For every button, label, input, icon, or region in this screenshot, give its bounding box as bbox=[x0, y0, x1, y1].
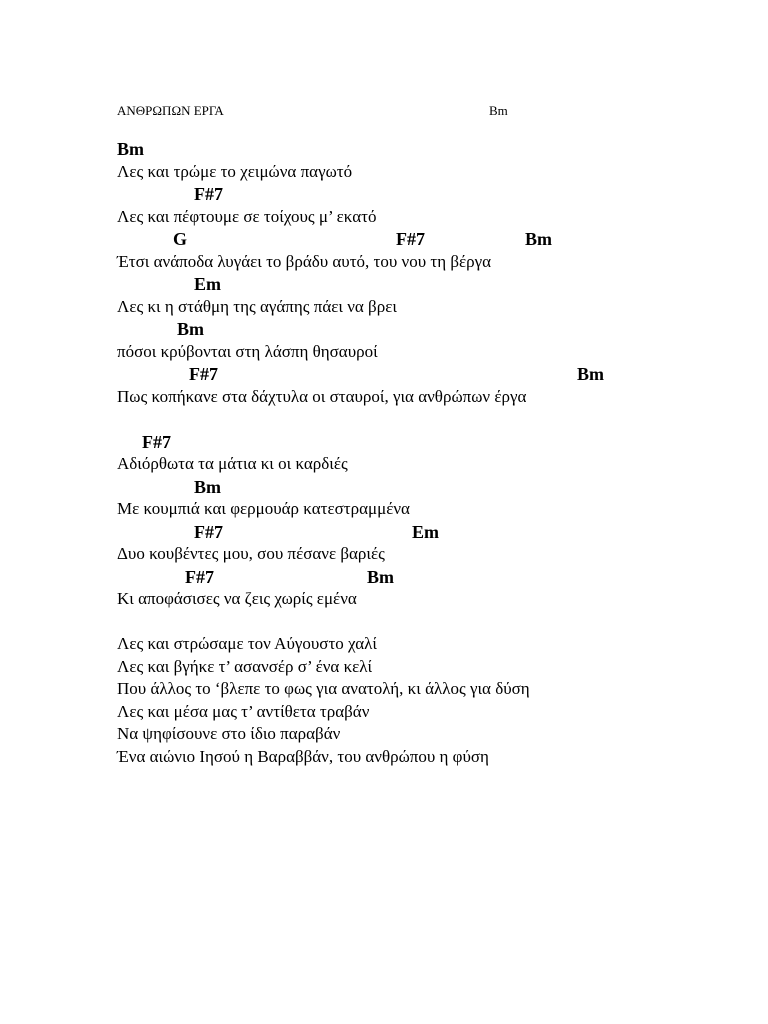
lyric-text: Λες κι η στάθμη της αγάπης πάει να βρει bbox=[117, 296, 397, 316]
chord-line bbox=[117, 138, 757, 161]
lyric-text: Ένα αιώνιο Ιησού η Βαραββάν, του ανθρώπου η φύση bbox=[117, 746, 489, 766]
lyric-line bbox=[117, 341, 757, 364]
lyric-text: Λες και βγήκε τ’ ασανσέρ σ’ ένα κελί bbox=[117, 656, 373, 676]
lyric-line bbox=[117, 656, 757, 679]
chord-symbol: G bbox=[173, 229, 188, 249]
document-header bbox=[117, 103, 768, 123]
chord-symbol: Em bbox=[412, 521, 439, 542]
chord-symbol: F#7 bbox=[396, 229, 425, 249]
lyric-text: Αδιόρθωτα τα μάτια κι οι καρδιές bbox=[117, 454, 348, 473]
lyric-text: Κι αποφάσισες να ζεις χωρίς εμένα bbox=[117, 589, 357, 608]
chord-symbol: Bm bbox=[194, 476, 221, 497]
lyric-text: Λες και στρώσαμε τον Αύγουστο χαλί bbox=[117, 634, 377, 653]
lyric-text: Λες και τρώμε το χειμώνα παγωτό bbox=[117, 161, 353, 181]
lyric-text: Πως κοπήκανε στα δάχτυλα οι σταυροί, για ανθρώπων έργα bbox=[117, 386, 527, 406]
chord-symbol: F#7 bbox=[142, 431, 171, 452]
chord-line bbox=[117, 228, 757, 251]
lyric-line bbox=[117, 453, 757, 476]
lyric-text: Έτσι ανάποδα λυγάει το βράδυ αυτό, του νου τη βέργα bbox=[117, 251, 492, 271]
lyric-line bbox=[117, 678, 757, 701]
lyric-line bbox=[117, 161, 757, 184]
lyric-text: Λες και μέσα μας τ’ αντίθετα τραβάν bbox=[117, 701, 370, 721]
chord-symbol: F#7 bbox=[189, 364, 218, 384]
chord-symbol: Bm bbox=[177, 319, 204, 339]
lyric-text: πόσοι κρύβονται στη λάσπη θησαυροί bbox=[117, 341, 378, 361]
lyric-line bbox=[117, 296, 757, 319]
lyric-line bbox=[117, 701, 757, 724]
chord-symbol: F#7 bbox=[194, 184, 223, 204]
chord-line bbox=[117, 476, 757, 499]
chord-symbol: Bm bbox=[117, 139, 144, 159]
lyric-text: Να ψηφίσουνε στο ίδιο παραβάν bbox=[117, 724, 341, 743]
stanza-gap bbox=[117, 611, 757, 634]
lyric-line bbox=[117, 498, 757, 521]
lyric-line bbox=[117, 206, 757, 229]
chord-line bbox=[117, 521, 757, 544]
song-body bbox=[117, 138, 757, 768]
lyric-text: Λες και πέφτουμε σε τοίχους μ’ εκατό bbox=[117, 206, 377, 226]
lyric-line bbox=[117, 543, 757, 566]
lyric-line bbox=[117, 633, 757, 656]
chord-symbol: Em bbox=[194, 274, 221, 294]
chord-symbol: Bm bbox=[577, 364, 604, 384]
chord-line bbox=[117, 183, 757, 206]
lyric-text: Με κουμπιά και φερμουάρ κατεστραμμένα bbox=[117, 499, 410, 518]
song-title: ΑΝΘΡΩΠΩΝ ΕΡΓΑ bbox=[117, 103, 224, 118]
chord-line bbox=[117, 566, 757, 589]
lyric-line bbox=[117, 723, 757, 746]
chord-line bbox=[117, 363, 757, 386]
chord-symbol: Bm bbox=[367, 566, 394, 587]
lyric-line bbox=[117, 386, 757, 409]
lyric-line bbox=[117, 588, 757, 611]
lyric-text: Δυο κουβέντες μου, σου πέσανε βαριές bbox=[117, 544, 385, 563]
chord-symbol: F#7 bbox=[185, 566, 214, 587]
chord-line bbox=[117, 318, 757, 341]
chord-symbol: F#7 bbox=[194, 521, 223, 542]
lyric-line bbox=[117, 251, 757, 274]
stanza-gap bbox=[117, 408, 757, 431]
song-key: Bm bbox=[489, 103, 508, 118]
chord-line bbox=[117, 273, 757, 296]
lyric-line bbox=[117, 746, 757, 769]
chord-symbol: Bm bbox=[525, 229, 552, 249]
lyric-text: Που άλλος το ‘βλεπε το φως για ανατολή, κι άλλος για δύση bbox=[117, 679, 530, 698]
chord-line bbox=[117, 431, 757, 454]
